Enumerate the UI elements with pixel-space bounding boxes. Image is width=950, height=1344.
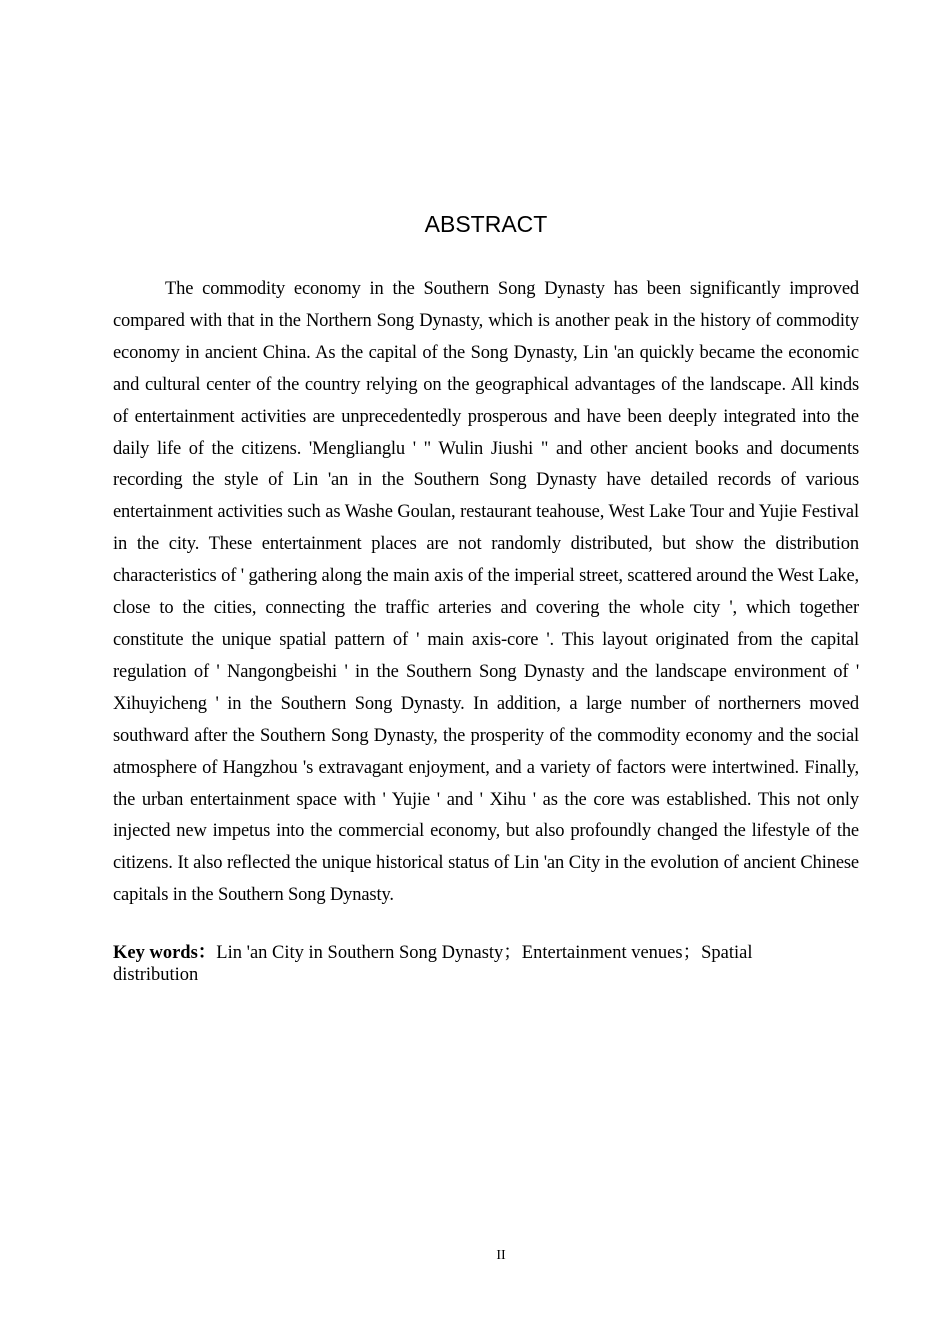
- page-number: II: [496, 1248, 506, 1263]
- abstract-paragraph: The commodity economy in the Southern Song Dynasty has been significantly improved compared with that in the Northern Song Dynasty, which is another peak in the history of commodity economy in ancient China. As the capital of the Song Dynasty, Lin 'an quickly became the economic and cultural center of the country relying on the geographical advantages of the landscape. All kinds of entertainment activities are unprecedentedly prosperous and have been deeply integrated into the daily life of the citizens. 'Menglianglu ' " Wulin Jiushi " and other ancient books and documents recording the style of Lin 'an in the Southern Song Dynasty have detailed records of various entertainment activities such as Washe Goulan, restaurant teahouse, West Lake Tour and Yujie Festival in the city. These entertainment places are not randomly distributed, but show the distribution characteristics of ' gathering along the main axis of the imperial street, scattered around the West Lake, close to the cities, connecting the traffic arteries and covering the whole city ', which together constitute the unique spatial pattern of ' main axis-core '. This layout originated from the capital regulation of ' Nangongbeishi ' in the Southern Song Dynasty and the landscape environment of ' Xihuyicheng ' in the Southern Song Dynasty. In addition, a large number of northerners moved southward after the Southern Song Dynasty, the prosperity of the commodity economy and the social atmosphere of Hangzhou 's extravagant enjoyment, and a variety of factors were intertwined. Finally, the urban entertainment space with ' Yujie ' and ' Xihu ' as the core was established. This not only injected new impetus into the commercial economy, but also profoundly changed the lifestyle of the citizens. It also reflected the unique historical status of Lin 'an City in the evolution of ancient Chinese capitals in the Southern Song Dynasty.: [113, 279, 859, 906]
- keywords-label: Key words：: [113, 943, 217, 963]
- keywords-text: Lin 'an City in Southern Song Dynasty；Entertainment venues；Spatial distribution: [113, 943, 753, 985]
- keywords-line: [113, 942, 813, 986]
- page-title: ABSTRACT: [424, 211, 548, 237]
